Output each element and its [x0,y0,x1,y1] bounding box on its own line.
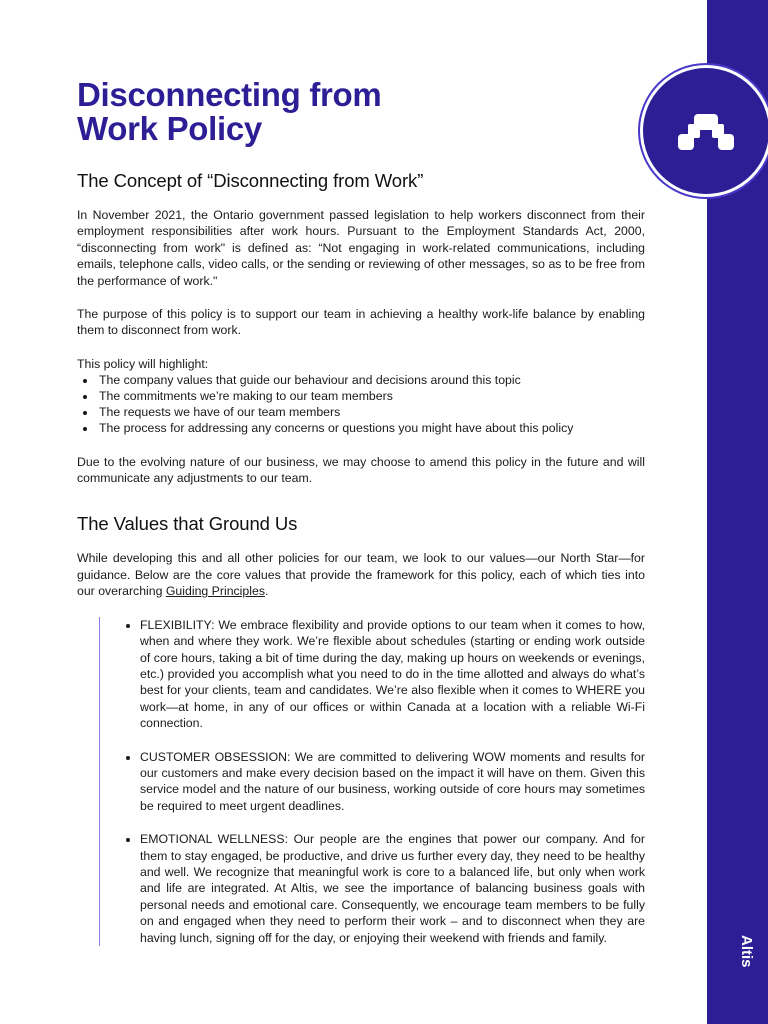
paragraph: In November 2021, the Ontario government passed legislation to help workers disconnect from their employment responsibilities after work hours. Pursuant to the Employment Standards Act, 2000, “disconnecting from work" is defined as: “Not engaging in work-related communications, including emails, telephone calls, video calls, or the sending or reviewing of other messages, so as to be free from the performance of work." [77,208,645,288]
highlights-list [97,372,645,437]
brand-name: Altis [738,935,755,968]
value-emotional-wellness: • EMOTIONAL WELLNESS: Our people are the engines that power our company. And for them to stay engaged, be productive, and drive us further every day, they need to be healthy and well. We recognize that meaningful work is core to a balanced life, but only when work and life are integrated. At Altis, we see the importance of balancing business goals with personal needs and emotional care. Consequently, we encourage team members to be fully on and engaged when they need to perform their work – and to disconnect when they are having lunch, signing off for the day, or enjoying their weekend with friends and family. [140,831,645,946]
list-item: • The requests we have of our team members [97,404,645,420]
list-item: • The commitments we’re making to our team members [97,388,645,404]
page-title: Disconnecting from Work Policy [77,76,382,147]
guiding-principles-link[interactable]: Guiding Principles [165,584,265,599]
paragraph: The purpose of this policy is to support our team in achieving a healthy work-life balance by enabling them to disconnect from work. [77,307,645,338]
section-heading-values: The Values that Ground Us [77,513,298,535]
altis-logo-icon [676,110,736,154]
values-intro-end: . [264,584,269,599]
document-body [77,78,645,963]
list-item: • The process for addressing any concerns or questions you might have about this policy [97,420,645,436]
section-heading-concept: The Concept of “Disconnecting from Work” [77,170,424,191]
values-intro-text: While developing this and all other policies for our team, we look to our values—our North Star—for guidance. Below are the core values that provide the framework for this policy, each of which ties into our overarching [77,551,645,599]
paragraph: Due to the evolving nature of our business, we may choose to amend this policy in the future and will communicate any adjustments to our team. [77,454,645,486]
value-customer-obsession: • CUSTOMER OBSESSION: We are committed to delivering WOW moments and results for our customers and make every decision based on the impact it will have on them. Given this service model and the nature of our business, working outside of core hours may sometimes be required to meet urgent deadlines. [140,749,645,815]
list-intro: This policy will highlight: [77,356,209,371]
paragraph [77,550,645,599]
values-list [140,617,645,946]
list-item: • The company values that guide our behaviour and decisions around this topic [97,372,645,388]
values-block [99,617,645,946]
value-flexibility: • FLEXIBILITY: We embrace flexibility and provide options to our team when it comes to how, when and where they work. We’re flexible about schedules (starting or ending work outside of core hours, taking a bit of time during the day, making up hours on weekends or evenings, etc.) provided you accomplish what you need to do in the time allotted and always do what’s best for your clients, team and candidates. We’re also flexible when it comes to WHERE you work—at home, in any of our offices or within Canada at a location with a reliable Wi-Fi connection. [140,617,645,732]
